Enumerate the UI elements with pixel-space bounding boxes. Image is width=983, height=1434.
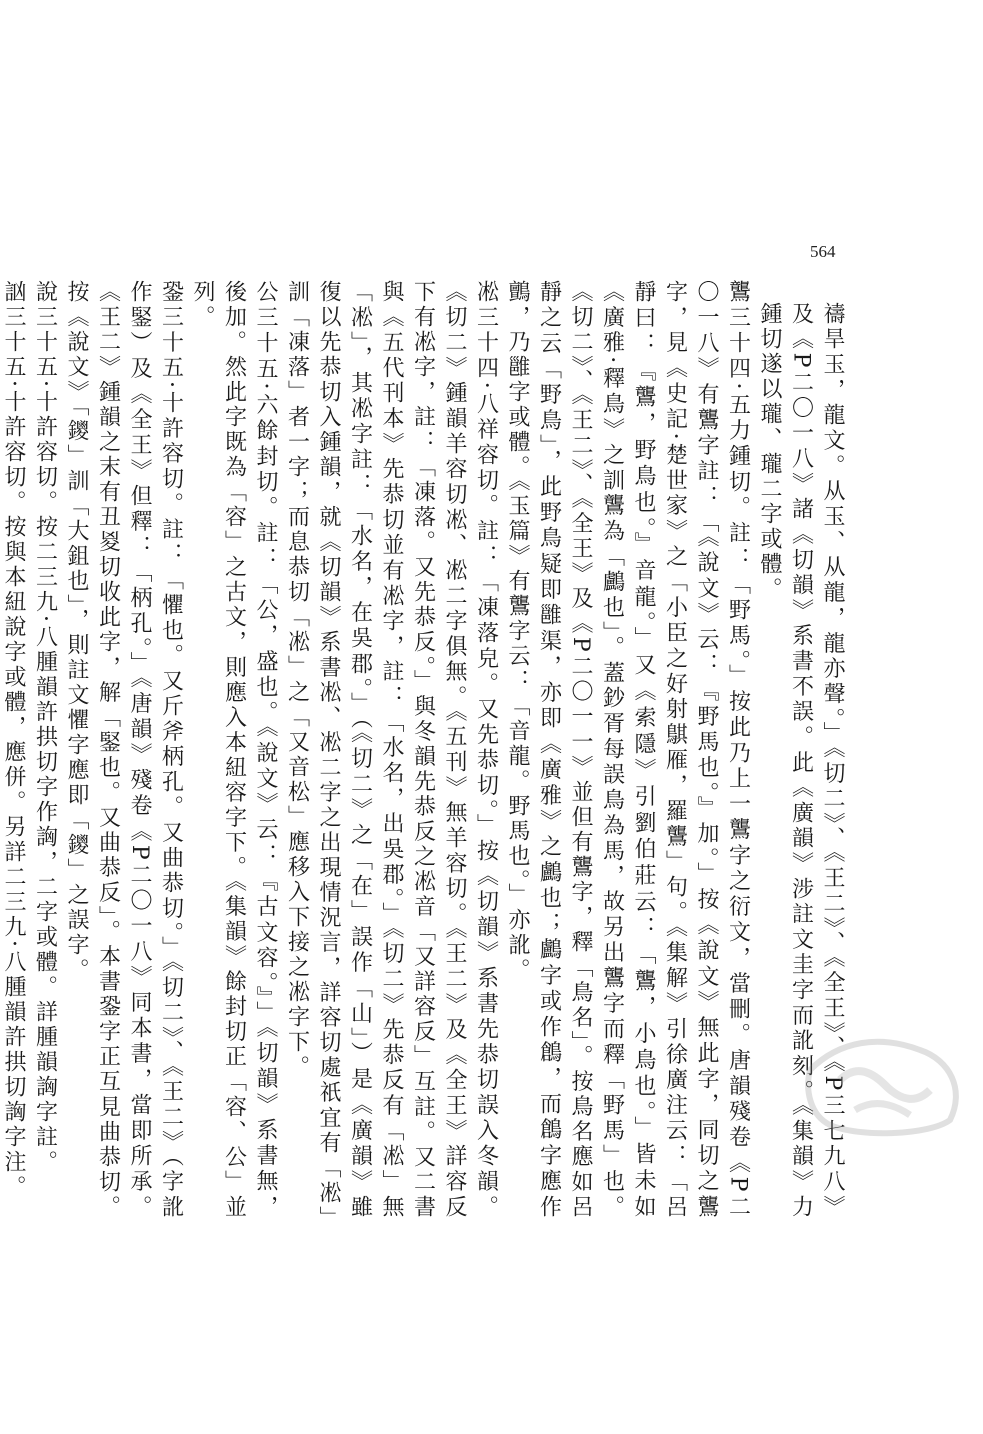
paragraph-xiong-entry: 說三十五·十許容切。按二三九·八腫韻許拱切字作詾，二字或體。詳腫韻詾字註。 (32, 280, 58, 1175)
paragraph-xiong-variant-entry: 訩三十五·十許容切。按與本紐說字或體，應併。另詳二三九·八腫韻許拱切詾字注。 (1, 280, 26, 1200)
library-stamp-watermark (800, 1030, 970, 1140)
paragraph-long-entry: 禱旱玉，龍文。从玉、从龍，龍亦聲。」《切二》、《王二》、《全王》、《P三七九八》及《P二〇一八》諸《切韻》系書不誤。此《廣韻》涉註文圭字而訛刻。《集韻》力鍾切遂以瓏、瓏二字或體。 (757, 302, 845, 1220)
vertical-text-body (1, 280, 848, 1220)
paragraph-long-entry: 鸗三十四·五力鍾切。註：「野馬。」按此乃上一鸗字之衍文，當刪。唐韻殘卷《P二〇一八》有鸗字註：「《說文》云：『野馬也。』加。」按《說文》無此字，同切之鸗字，見《史記·楚世家》之「小臣之好射鶀雁，羅鸗」句。《集解》引徐廣注云：「呂靜曰：『鸗，野鳥也。』音龍。」又《索隱》引劉伯莊云：「鸗，小鳥也。」皆未如《廣雅·釋鳥》之訓鸗為「鸕也」。蓋鈔胥每誤鳥為馬，故另出鸗字而釋「野馬」也。《切二》、《王二》、《全王》及《P二〇一一》並但有鸗字，釋「鳥名」。按鳥名應如呂靜之云「野鳥」，此野鳥疑即雝渠，亦即《廣雅》之鸕也；鸕字或作鶬，而鶬字應作鸇，乃雝字或體。《玉篇》有鸗字云：「音龍。野馬也。」亦訛。 (505, 280, 751, 1220)
paragraph-rong-entry: 公三十五·六餘封切。註：「公，盛也。《說文》云：『古文容。』」《切韻》系書無，後加。然此字既為「容」之古文，則應入本紐容字下。《集韻》餘封切正「容、公」並列。 (190, 280, 278, 1220)
paragraph-song-entry: 凇三十四·八祥容切。註：「凍落皃。又先恭切。」按《切韻》系書先恭切誤入冬韻。《切二》鍾韻羊容切凇、凇二字俱無。《五刊》無羊容切。《王二》及《全王》詳容反下有凇字，註：「凍落。又先恭反。」與冬韻先恭反之凇音「又詳容反」互註。又二書與《五代刊本》先恭切並有凇字，註：「水名，出吳郡。」《切二》先恭反有「凇」無「凇」，其凇字註：「水名，在吳郡。」（《切二》之「在」誤作「山」）是《廣韻》雖復以先恭切入鍾韻，就《切韻》系書凇、凇二字之出現情況言，詳容切處祇宜有「凇」訓「凍落」者一字；而息恭切「凇」之「又音松」應移入下接之凇字下。 (284, 280, 499, 1220)
page-number: 564 (810, 242, 836, 261)
paragraph-qiong-entry: 銎三十五·十許容切。註：「懼也。又斤斧柄孔。又曲恭切。」《切二》、《王二》（字訛作鋻）及《全王》但釋：「柄孔。」《唐韻》殘卷《P二〇一八》同本書，當即所承。《王二》鍾韻之末有丑㚇切收此字，解「鋻也。又曲恭反」。本書銎字正互見曲恭切。按《說文》「鑁」訓「大鉏也」，則註文懼字應即「鑁」之誤字。 (64, 280, 184, 1220)
